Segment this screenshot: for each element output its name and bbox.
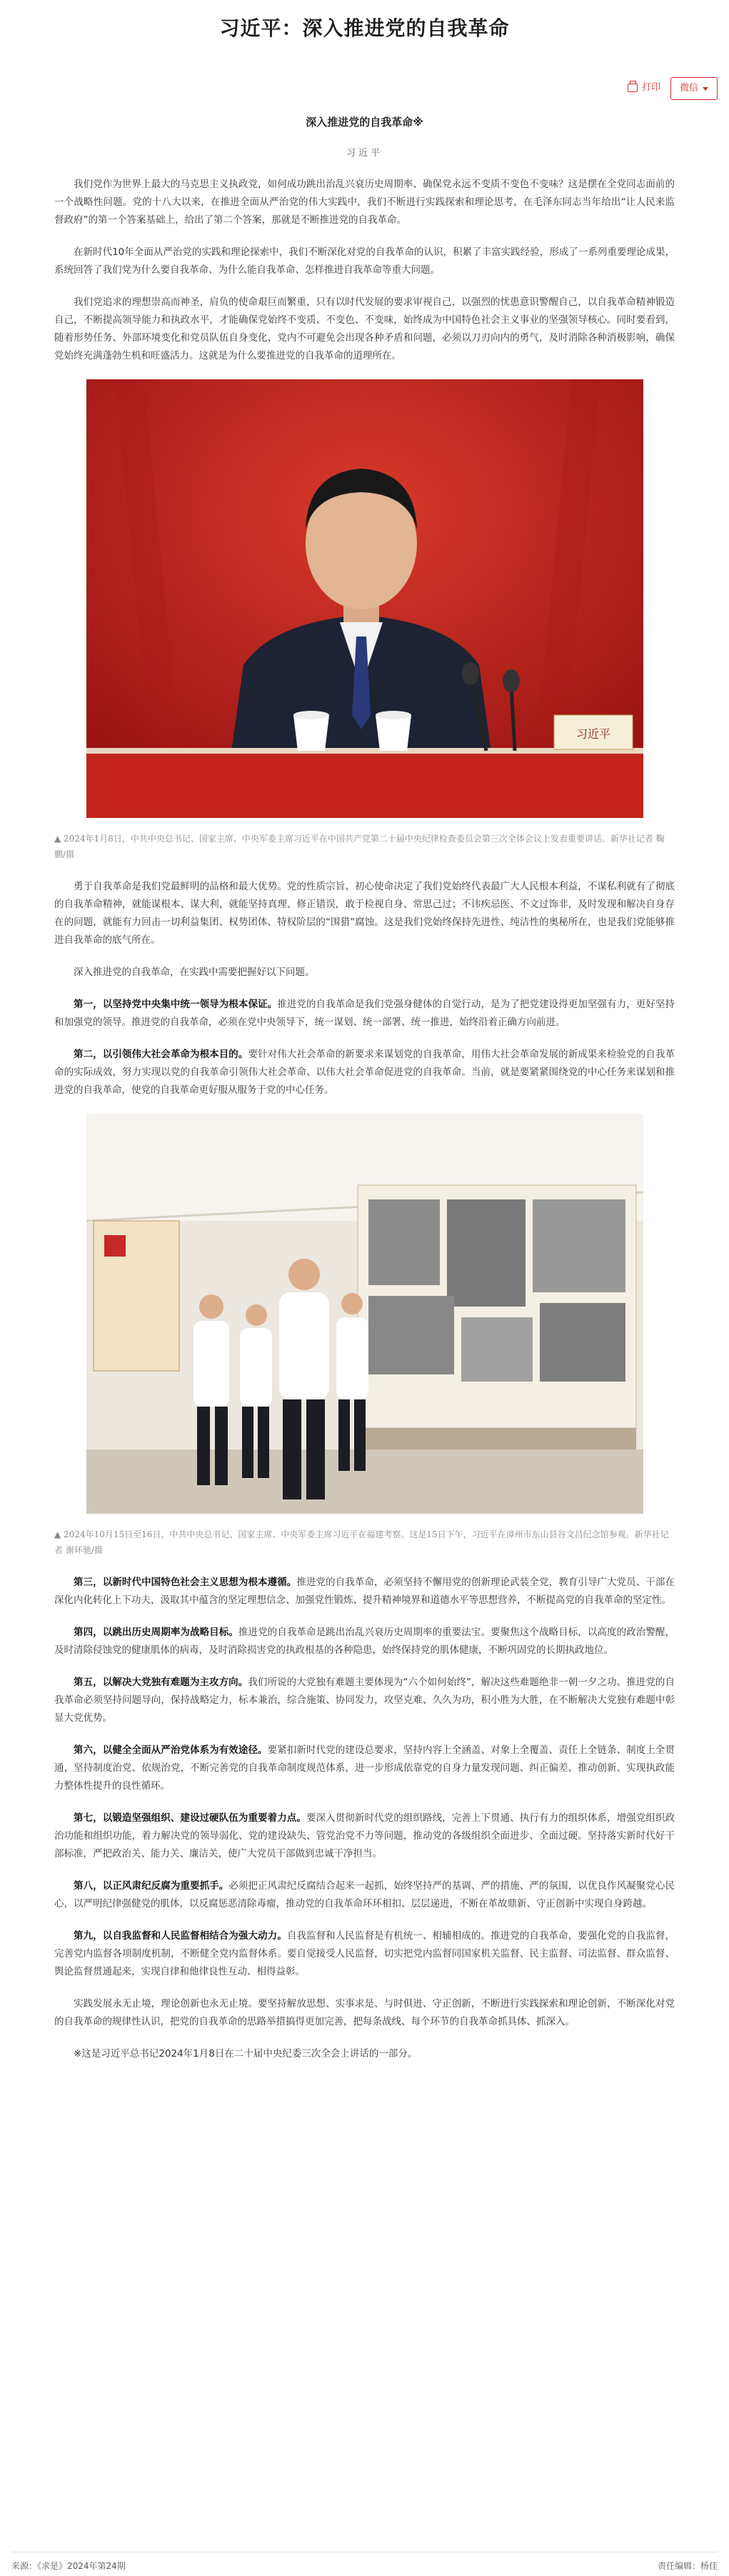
photo-caption: ▲ 2024年1月8日，中共中央总书记、国家主席、中央军委主席习近平在中国共产党第二十届中央纪律检查委员会第三次全体会议上发表重要讲话。新华社记者 鞠鹏/摄 <box>54 834 665 859</box>
print-icon <box>628 84 638 92</box>
footnote: ※这是习近平总书记2024年1月8日在二十届中央纪委三次全会上讲话的一部分。 <box>74 2048 418 2060</box>
article <box>54 114 675 2077</box>
photo-museum <box>86 1114 643 1514</box>
source-text: 来源：《求是》2024年第24期 <box>11 2561 126 2571</box>
photo-caption: ▲ 2024年10月15日至16日，中共中央总书记、国家主席、中央军委主席习近平在福建考察。这是15日下午，习近平在漳州市东山县谷文昌纪念馆参观。新华社记者 谢环驰/摄 <box>54 1529 669 1555</box>
chevron-down-icon <box>703 87 708 91</box>
paragraph: 第八，以正风肃纪反腐为重要抓手。必须把正风肃纪反腐结合起来一起抓，始终坚持严的基调、严的措施、严的氛围，以优良作风凝聚党心民心，以严明纪律强健党的肌体，以反腐惩恶清除毒瘤，推动党的自我革命环环相扣、层层递进，不断在革故鼎新、守正创新中实现自身跨越。 <box>54 1880 675 1909</box>
toolbar <box>625 77 718 100</box>
photo-speech <box>86 379 643 818</box>
paragraph: 第六，以健全全面从严治党体系为有效途径。要紧扣新时代党的建设总要求，坚持内容上全涵盖、对象上全覆盖、责任上全链条、制度上全贯通，坚持制度治党、依规治党，不断完善党的自我革命制度规范体系，进一步形成依靠党的自身力量发现问题、纠正偏差、推动创新、实现执政能力整体性提升的良性循环。 <box>54 1744 675 1792</box>
nameplate-text: 习近平 <box>575 727 610 741</box>
paragraph: 第一，以坚持党中央集中统一领导为根本保证。推进党的自我革命是我们党强身健体的自觉行动，是为了把党建设得更加坚强有力，更好坚持和加强党的领导。推进党的自我革命，必须在党中央领导下，统一谋划、统一部署、统一推进，始终沿着正确方向前进。 <box>54 999 675 1028</box>
paragraph: 第九，以自我监督和人民监督相结合为强大动力。自我监督和人民监督是有机统一、相辅相成的。推进党的自我革命，要强化党的自我监督，完善党内监督各项制度机制，不断健全党内监督体系。要自觉接受人民监督，切实把党内监督同国家机关监督、民主监督、司法监督、群众监督、舆论监督贯通起来，实现自律和他律良性互动、相得益彰。 <box>54 1930 675 1977</box>
share-label: 微信 <box>679 83 698 94</box>
paragraph: 勇于自我革命是我们党最鲜明的品格和最大优势。党的性质宗旨、初心使命决定了我们党始终代表最广大人民根本利益，不谋私利就有了彻底的自我革命精神，就能谋根本、谋大利，就能坚持真理、修正错误，敢于检视自身、常思己过；不讳疾忌医、不文过饰非，及时发现和解决自身存在的问题，就能有力回击一切利益集团、权势团体、特权阶层的“围猎”腐蚀。这是我们党始终保持先进性、纯洁性的奥秘所在，也是我们党能够推进自我革命的底气所在。 <box>54 881 675 946</box>
paragraph: 我们党作为世界上最大的马克思主义执政党，如何成功跳出治乱兴衰历史周期率、确保党永远不变质不变色不变味？这是摆在全党同志面前的一个战略性问题。党的十八大以来，在推进全面从严治党的伟大实践中，我们不断进行实践探索和理论思考，在毛泽东同志当年给出“让人民来监督政府”的第一个答案基础上，给出了第二个答案，那就是不断推进党的自我革命。 <box>54 179 675 226</box>
print-button[interactable] <box>625 77 663 99</box>
paragraph: 实践发展永无止境，理论创新也永无止境。要坚持解放思想、实事求是、与时俱进、守正创新，不断进行实践探索和理论创新，不断深化对党的自我革命的规律性认识，把党的自我革命的思路举措搞得更加完善，把每条战线、每个环节的自我革命抓具体、抓深入。 <box>54 1998 675 2027</box>
paragraph: 深入推进党的自我革命，在实践中需要把握好以下问题。 <box>74 967 315 978</box>
paragraph: 第七，以锻造坚强组织、建设过硬队伍为重要着力点。要深入贯彻新时代党的组织路线，完善上下贯通、执行有力的组织体系，增强党组织政治功能和组织功能，着力解决党的领导弱化、党的建设缺失、管党治党不力等问题，推动党的各级组织全面进步、全面过硬。坚持落实新时代好干部标准，严把政治关、能力关、廉洁关，使广大党员干部做到忠诚干净担当。 <box>54 1812 675 1859</box>
paragraph: 第五，以解决大党独有难题为主攻方向。我们所说的大党独有难题主要体现为“六个如何始终”，解决这些难题绝非一朝一夕之功。推进党的自我革命必须坚持问题导向，保持战略定力，标本兼治，综合施策、协同发力，攻坚克难、久久为功，积小胜为大胜，在不断解决大党独有难题中彰显大党优势。 <box>54 1677 675 1724</box>
paragraph: 第二，以引领伟大社会革命为根本目的。要针对伟大社会革命的新要求来谋划党的自我革命，用伟大社会革命发展的新成果来检验党的自我革命的实际成效，努力实现以党的自我革命引领伟大社会革命、以伟大社会革命促进党的自我革命。当前，就是要紧紧围绕党的中心任务来谋划和推进党的自我革命，使党的自我革命更好服从服务于党的中心任务。 <box>54 1049 675 1096</box>
photo-speech-image <box>86 379 643 818</box>
paragraph: 在新时代10年全面从严治党的实践和理论探索中，我们不断深化对党的自我革命的认识，积累了丰富实践经验，形成了一系列重要理论成果，系统回答了我们党为什么要自我革命、为什么能自我革命、怎样推进自我革命等重大问题。 <box>54 246 675 276</box>
page-title: 习近平：深入推进党的自我革命 <box>219 16 510 40</box>
article-author: 习近平 <box>346 148 383 159</box>
photo-museum-image <box>86 1114 643 1514</box>
page-footer <box>11 2552 718 2572</box>
share-button[interactable] <box>670 77 718 100</box>
paragraph: 第四，以跳出历史周期率为战略目标。推进党的自我革命是跳出治乱兴衰历史周期率的重要法宝。要聚焦这个战略目标，以高度的政治警醒，及时清除侵蚀党的健康肌体的病毒，及时消除损害党的执政根基的各种隐患，始终保持党的肌体健康，不断巩固党的长期执政地位。 <box>54 1627 675 1656</box>
paragraph: 第三，以新时代中国特色社会主义思想为根本遵循。推进党的自我革命，必须坚持不懈用党的创新理论武装全党，教育引导广大党员、干部在深化内化转化上下功夫，汲取其中蕴含的坚定理想信念、加强党性锻炼、提升精神境界和道德水平等思想营养，不断提高党的自我革命的坚定性。 <box>54 1577 675 1606</box>
paragraph: 我们党追求的理想崇高而神圣，肩负的使命艰巨而繁重，只有以时代发展的要求审视自己，以强烈的忧患意识警醒自己，以自我革命精神锻造自己，不断提高领导能力和执政水平，才能确保党始终不变质、不变色、不变味，始终成为中国特色社会主义事业的坚强领导核心。同时要看到，随着形势任务、外部环境变化和党员队伍自身变化，党内不可避免会出现各种矛盾和问题，必须以刀刃向内的勇气，及时消除各种消极影响，确保党始终充满蓬勃生机和旺盛活力。这就是为什么要推进党的自我革命的道理所在。 <box>54 296 675 361</box>
print-label: 打印 <box>641 82 660 93</box>
editor-text: 责任编辑：杨佳 <box>657 2561 718 2571</box>
article-title: 深入推进党的自我革命※ <box>306 116 423 129</box>
